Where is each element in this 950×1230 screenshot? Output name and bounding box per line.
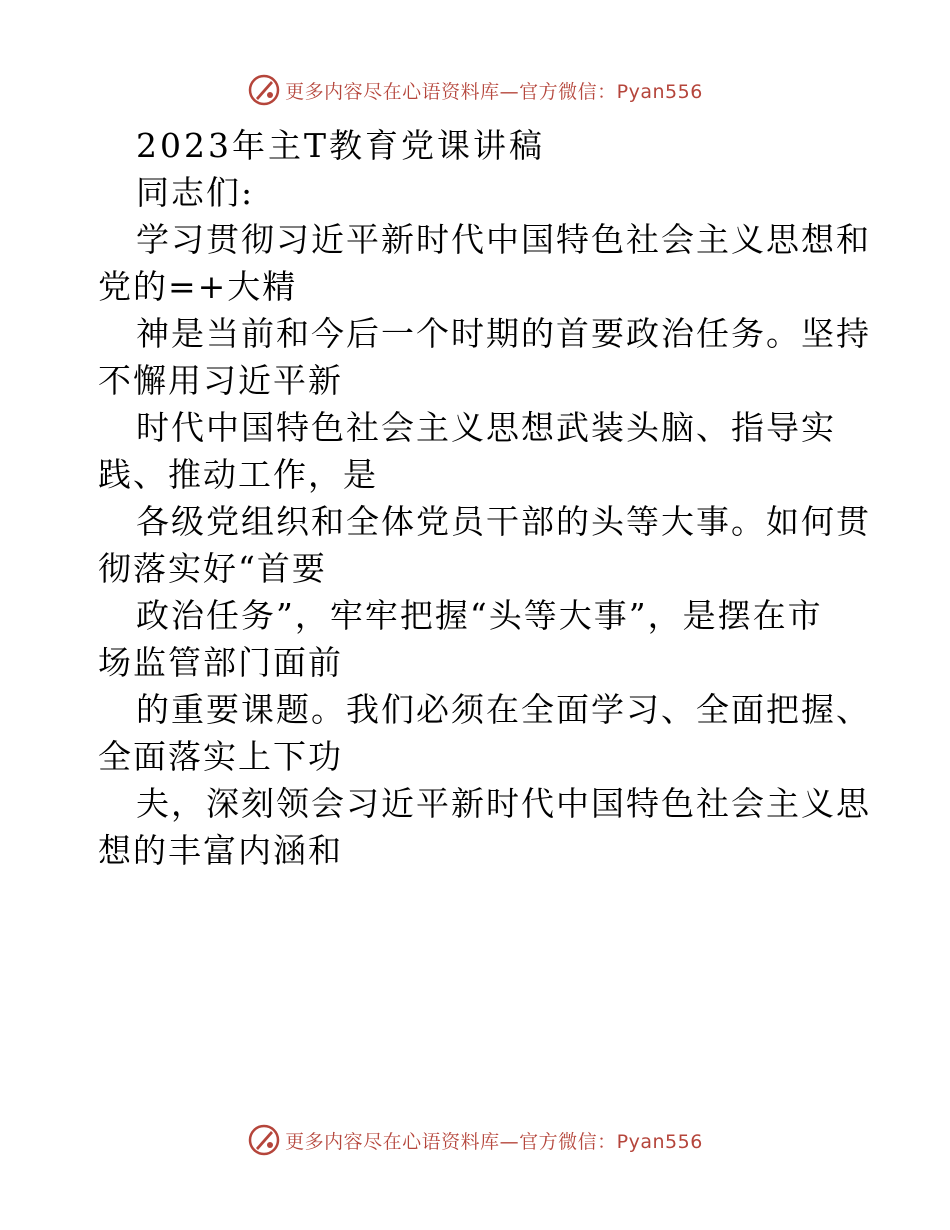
paragraph-line: 学习贯彻习近平新时代中国特色社会主义思想和 [136, 220, 871, 259]
paragraph-line: 场监管部门面前 [98, 643, 343, 682]
paragraph-line: 神是当前和今后一个时期的首要政治任务。坚持 [136, 314, 871, 353]
quill-logo-icon [247, 73, 281, 107]
paragraph-line: 各级党组织和全体党员干部的头等大事。如何贯 [136, 502, 871, 541]
header-banner-text: 更多内容尽在心语资料库—官方微信：Pyan556 [285, 80, 703, 103]
document-title: 2023年主T教育党课讲稿 [136, 126, 545, 165]
footer-banner [0, 1120, 950, 1160]
paragraph-line: 不懈用习近平新 [98, 361, 343, 400]
document-body [98, 122, 871, 874]
header-banner [0, 70, 950, 110]
paragraph-line: 时代中国特色社会主义思想武装头脑、指导实 [136, 408, 836, 447]
footer-banner-text: 更多内容尽在心语资料库—官方微信：Pyan556 [285, 1130, 703, 1153]
paragraph-line: 夫，深刻领会习近平新时代中国特色社会主义思 [136, 784, 871, 823]
paragraph-line: 的重要课题。我们必须在全面学习、全面把握、 [136, 690, 871, 729]
paragraph-line: 想的丰富内涵和 [98, 831, 343, 870]
salutation: 同志们: [136, 173, 255, 212]
quill-logo-icon [247, 1123, 281, 1157]
paragraph-line: 政治任务”，牢牢把握“头等大事”，是摆在市 [136, 596, 823, 635]
paragraph-line: 彻落实好“首要 [98, 549, 327, 588]
paragraph-line: 全面落实上下功 [98, 737, 343, 776]
paragraph-line: 党的=+大精 [98, 267, 298, 306]
paragraph-line: 践、推动工作，是 [98, 455, 378, 494]
